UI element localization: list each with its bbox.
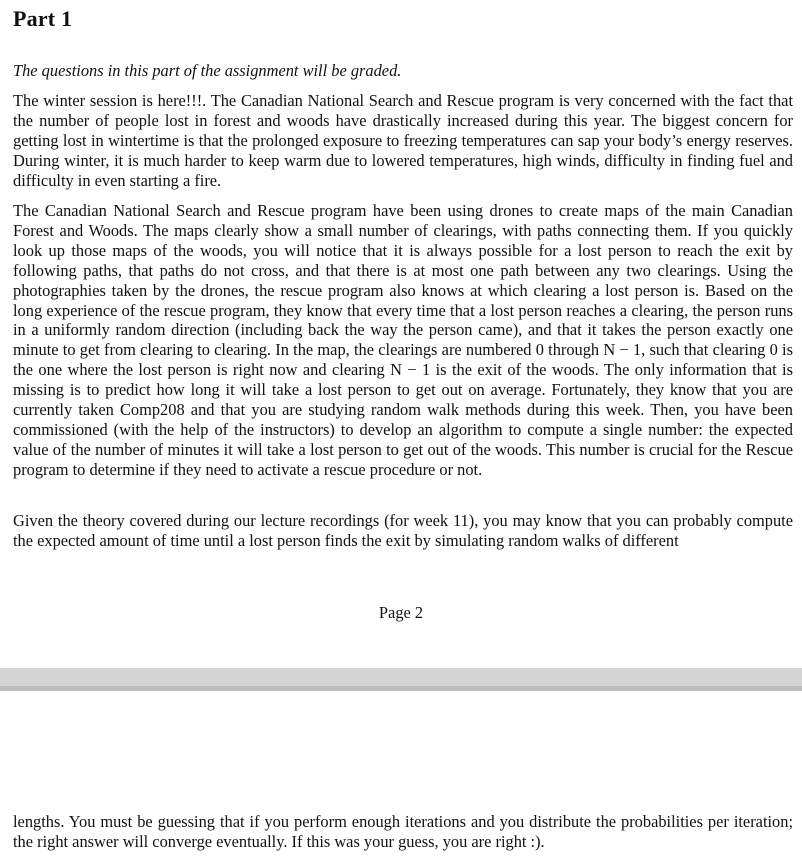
paragraph-random-walk-theory: Given the theory covered during our lecture recordings (for week 11), you may know that you can probably compute the expected amount of time until a lost person finds the exit by simulating random walks of different	[13, 511, 793, 550]
paragraph-winter-session: The winter session is here!!!. The Canadian National Search and Rescue program is very concerned with the fact that the number of people lost in forest and woods have drastically increased during this year. The biggest concern for getting lost in wintertime is that the prolonged exposure to freezing temperatures can sap your body’s energy reserves. During winter, it is much harder to keep warm due to lowered temperatures, high winds, difficulty in finding fuel and difficulty in even starting a fire.	[13, 91, 793, 190]
graded-note: The questions in this part of the assignment will be graded.	[13, 61, 402, 80]
paragraph-search-rescue-maps: The Canadian National Search and Rescue program have been using drones to create maps of the main Canadian Forest and Woods. The maps clearly show a small number of clearings, with paths connecting them. If you quickly look up those maps of the woods, you will notice that it is always possible for a lost person to reach the exit by following paths, that paths do not cross, and that there is at most one path between any two clearings. Using the photographies taken by the drones, the rescue program also knows at which clearing a lost person is. Based on the long experience of the rescue program, they know that every time that a lost person reaches a clearing, the person runs in a uniformly random direction (including back the way the person came), and that it takes the person exactly one minute to get from clearing to clearing. In the map, the clearings are numbered 0 through N − 1, such that clearing 0 is the one where the lost person is right now and clearing N − 1 is the exit of the woods. The only information that is missing is to predict how long it will take a lost person to get out on average. Fortunately, they know that you are currently taken Comp208 and that you are studying random walk methods during this week. Then, you have been commissioned (with the help of the instructors) to develop an algorithm to compute a single number: the expected value of the number of minutes it will take a lost person to get out of the woods. This number is crucial for the Rescue program to determine if they need to activate a rescue procedure or not.	[13, 201, 793, 479]
section-heading: Part 1	[13, 6, 73, 31]
page-number: Page 2	[378, 603, 424, 622]
paragraph-continuation: lengths. You must be guessing that if you perform enough iterations and you distribute the probabilities per iteration; the right answer will converge eventually. If this was your guess, you are right :).	[13, 812, 793, 851]
document-page-3	[0, 691, 802, 857]
